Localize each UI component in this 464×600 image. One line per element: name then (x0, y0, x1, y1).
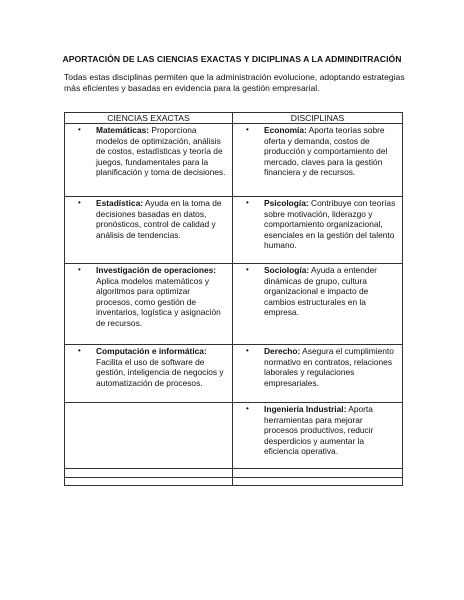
table-cell (65, 264, 233, 345)
table-cell-empty (65, 403, 233, 469)
table-cell (65, 345, 233, 403)
item-term: Investigación de operaciones: (96, 265, 217, 275)
item-text: Ayuda en la toma de decisiones basadas en datos, pronósticos, control de calidad y análisis de tendencias. (96, 198, 222, 240)
table-cell (233, 197, 403, 264)
table-cell-empty (233, 469, 403, 478)
item-text: Proporciona modelos de optimización, análisis de costos, estadísticas y teoría de juegos, fundamentales para la planificación y toma de decisiones. (96, 125, 226, 178)
header-disciplinas: DISCIPLINAS (233, 113, 403, 124)
table-cell-empty (65, 478, 233, 486)
item-text: Aplica modelos matemáticos y algoritmos para optimizar procesos, como gestión de inventarios, logística y asignación de recursos. (96, 275, 221, 328)
item-term: Economía: (264, 125, 307, 135)
bullet-icon: • (78, 265, 81, 274)
bullet-icon: • (246, 198, 249, 207)
table-row-empty (65, 469, 403, 478)
table-cell (233, 124, 403, 197)
table-row (65, 345, 403, 403)
bullet-icon: • (78, 346, 81, 355)
bullet-icon: • (246, 404, 249, 413)
table-row (65, 403, 403, 469)
table-row (65, 197, 403, 264)
item-text: Asegura el cumplimiento normativo en contratos, relaciones laborales y regulaciones empresariales. (264, 346, 394, 388)
table-cell (65, 124, 233, 197)
list-item (233, 198, 402, 251)
item-term: Derecho: (264, 346, 301, 356)
item-term: Psicología: (264, 198, 309, 208)
list-item (233, 265, 402, 318)
table-cell-empty (65, 469, 233, 478)
comparison-table (64, 112, 403, 486)
list-item (65, 198, 232, 240)
table-cell (233, 264, 403, 345)
bullet-icon: • (246, 265, 249, 274)
list-item (233, 404, 402, 457)
bullet-icon: • (246, 346, 249, 355)
header-ciencias-exactas: CIENCIAS EXACTAS (65, 113, 233, 124)
item-term: Ingeniería Industrial: (264, 404, 347, 414)
table-cell (233, 345, 403, 403)
list-item (65, 346, 232, 388)
item-text: Aporta teorías sobre oferta y demanda, costos de producción y comportamiento del mercado, claves para la gestión financiera y de recursos. (264, 125, 388, 178)
item-term: Computación e informática: (96, 346, 207, 356)
bullet-icon: • (78, 198, 81, 207)
table-row (65, 124, 403, 197)
item-text: Contribuye con teorías sobre motivación, liderazgo y comportamiento organizacional, esenciales en la gestión del talento humano. (264, 198, 396, 251)
document-title: APORTACIÓN DE LAS CIENCIAS EXACTAS Y DICIPLINAS A LA ADMINDITRACIÓN (62, 54, 402, 64)
list-item (65, 265, 232, 329)
list-item (65, 125, 232, 178)
table-row (65, 264, 403, 345)
item-text: Facilita el uso de software de gestión, inteligencia de negocios y automatización de procesos. (96, 356, 224, 388)
item-text: Ayuda a entender dinámicas de grupo, cultura organizacional e impacto de cambios estructurales en la empresa. (264, 265, 377, 318)
table-header-row (65, 113, 403, 124)
item-term: Matemáticas: (96, 125, 150, 135)
list-item (233, 346, 402, 388)
list-item (233, 125, 402, 178)
bullet-icon: • (78, 125, 81, 134)
item-term: Sociología: (264, 265, 310, 275)
table-cell (65, 197, 233, 264)
item-text: Aporta herramientas para mejorar procesos productivos, reducir desperdicios y aumentar la eficiencia operativa. (264, 404, 374, 457)
bullet-icon: • (246, 125, 249, 134)
intro-paragraph: Todas estas disciplinas permiten que la administración evolucione, adoptando estrategias más eficientes y basadas en evidencia para la gestión empresarial. (64, 72, 405, 94)
table-cell (233, 403, 403, 469)
item-term: Estadística: (96, 198, 144, 208)
table-cell-empty (233, 478, 403, 486)
table-row-empty (65, 478, 403, 486)
